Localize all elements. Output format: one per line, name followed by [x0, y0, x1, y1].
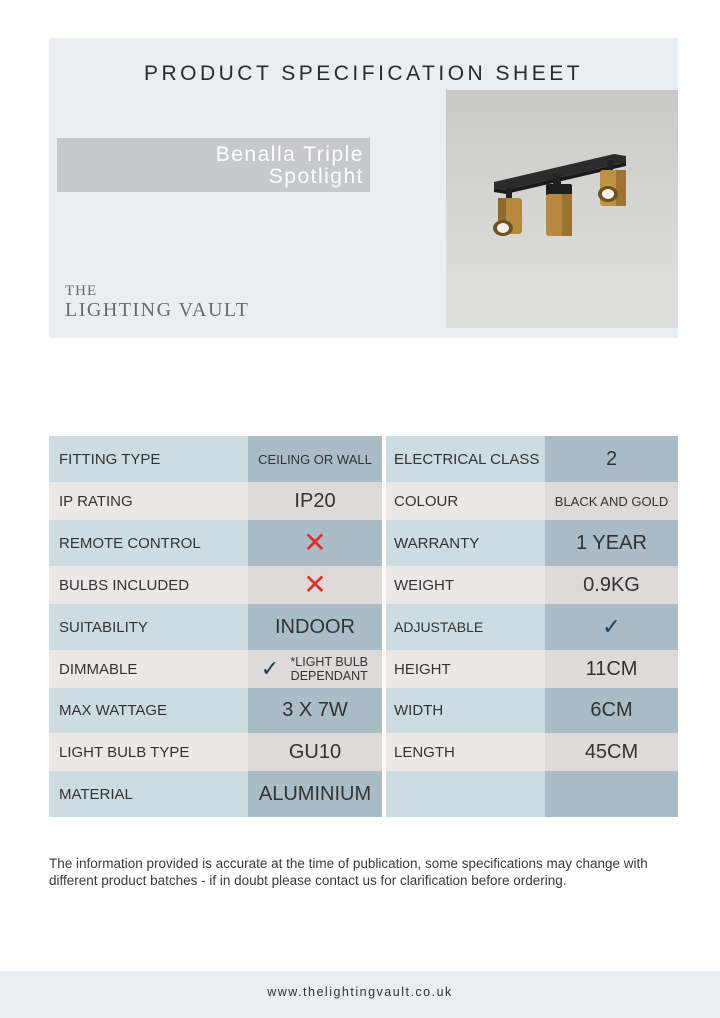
spec-left-value	[248, 436, 382, 482]
spec-value-text: BLACK AND GOLD	[554, 493, 669, 509]
spec-value-text: 3 X 7W	[282, 699, 348, 721]
spec-right-label: WIDTH	[386, 688, 545, 733]
spec-right-label: ADJUSTABLE	[386, 604, 545, 650]
spec-left-label: MAX WATTAGE	[49, 688, 248, 733]
spec-value-text: 45CM	[584, 740, 639, 763]
spec-right-value	[545, 436, 678, 482]
spec-right-value	[545, 482, 678, 520]
page-title: PRODUCT SPECIFICATION SHEET	[143, 62, 584, 85]
spec-value-text: 1 YEAR	[576, 531, 647, 554]
brand-line2: LIGHTING VAULT	[65, 298, 250, 321]
spec-left-label: IP RATING	[49, 482, 248, 520]
product-name-line1: Benalla Triple	[215, 143, 364, 166]
spec-row	[49, 733, 678, 771]
check-icon: ✓	[260, 656, 280, 681]
spec-right-label: WARRANTY	[386, 520, 545, 566]
spec-row	[49, 604, 678, 650]
spec-row	[49, 482, 678, 520]
spec-left-label: DIMMABLE	[49, 650, 248, 688]
spec-right-label: COLOUR	[386, 482, 545, 520]
dimmable-note: *LIGHT BULB DEPENDANT	[290, 655, 368, 683]
spec-left-value	[248, 520, 382, 566]
spec-left-label: MATERIAL	[49, 771, 248, 817]
spec-left-label: REMOTE CONTROL	[49, 520, 248, 566]
spec-left-label: SUITABILITY	[49, 604, 248, 650]
product-name-box	[57, 138, 370, 192]
spec-value-text: 11CM	[585, 657, 638, 680]
spec-left-label: LIGHT BULB TYPE	[49, 733, 248, 771]
footer	[0, 971, 720, 1018]
spec-right-value	[545, 733, 678, 771]
spec-right-label: HEIGHT	[386, 650, 545, 688]
spec-right-value	[545, 771, 678, 817]
spec-left-value	[248, 771, 382, 817]
spec-right-label: LENGTH	[386, 733, 545, 771]
spec-value-text: GU10	[288, 740, 342, 763]
spec-value-text: IP20	[294, 489, 336, 512]
cross-icon: ✕	[303, 569, 327, 600]
brand-line1: THE	[65, 283, 98, 299]
spec-value-text: CEILING OR WALL	[258, 451, 372, 467]
cross-icon: ✕	[303, 527, 327, 558]
spec-value-text: INDOOR	[275, 615, 355, 638]
triple-spotlight-photo	[446, 90, 678, 328]
brand-logo	[65, 284, 250, 321]
product-photo	[446, 90, 678, 328]
spec-left-value	[248, 733, 382, 771]
spec-row	[49, 688, 678, 733]
spec-right-value	[545, 520, 678, 566]
spec-left-value	[248, 688, 382, 733]
spec-right-label: WEIGHT	[386, 566, 545, 604]
website-link[interactable]: www.thelightingvault.co.uk	[267, 985, 453, 999]
spec-right-value	[545, 566, 678, 604]
spec-right-label	[386, 771, 545, 817]
spec-table	[49, 436, 678, 817]
spec-row	[49, 520, 678, 566]
spec-left-value	[248, 566, 382, 604]
spec-row	[49, 436, 678, 482]
spec-value-text: 6CM	[590, 699, 633, 721]
spec-right-value	[545, 604, 678, 650]
check-icon: ✓	[602, 614, 621, 639]
spec-left-label: FITTING TYPE	[49, 436, 248, 482]
product-name-line2: Spotlight	[268, 165, 364, 188]
spec-left-value	[248, 482, 382, 520]
spec-left-value	[248, 650, 382, 688]
spec-left-label: BULBS INCLUDED	[49, 566, 248, 604]
spec-row	[49, 771, 678, 817]
spec-value-text: 2	[605, 447, 618, 470]
header-section	[49, 38, 678, 338]
spec-row	[49, 566, 678, 604]
spec-row	[49, 650, 678, 688]
spec-right-value	[545, 650, 678, 688]
disclaimer-text: The information provided is accurate at the time of publication, some specifications may change with different product batches - if in doubt please contact us for clarification before ordering.	[49, 856, 648, 888]
spec-value-text: ALUMINIUM	[258, 782, 372, 805]
spec-value-text: 0.9KG	[583, 573, 640, 596]
spec-right-label: ELECTRICAL CLASS	[386, 436, 545, 482]
spec-right-value	[545, 688, 678, 733]
spec-left-value	[248, 604, 382, 650]
